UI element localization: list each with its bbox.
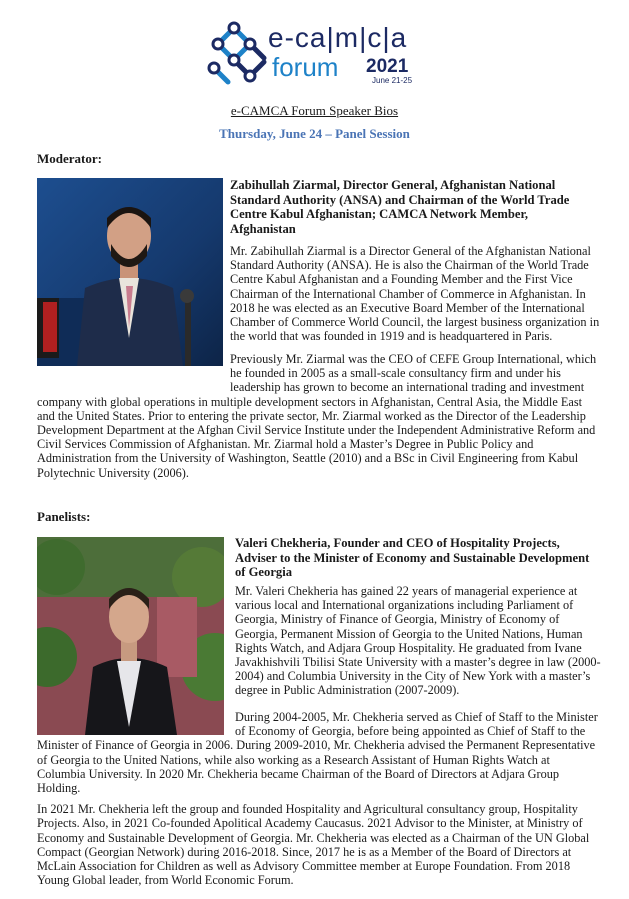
panelist-bio-wrap xyxy=(37,710,600,894)
moderator-bio-paragraph-1: Mr. Zabihullah Ziarmal is a Director General of the Afghanistan National Standard Authority (ANSA). He is also the Chairman of the World Trade Centre Kabul Afghanistan and a Founding Member and the First Vice Chairman of the International Chamber of Commerce in Afghanistan. In 2018 he was elected as an Executive Board Member of the International Chamber of Commerce World Council, the largest business organization in the world that was founded in 1919 and is headquartered in Paris. xyxy=(230,244,600,344)
logo-forum: forum xyxy=(272,52,339,82)
network-nodes-icon xyxy=(206,8,276,88)
panelist-photo xyxy=(37,537,224,735)
moderator-photo xyxy=(37,178,223,366)
logo-dates: June 21-25 xyxy=(372,76,413,85)
moderator-label: Moderator: xyxy=(37,151,102,166)
event-logo xyxy=(206,8,432,88)
document-title: e-CAMCA Forum Speaker Bios xyxy=(230,103,399,118)
panelist-name: Valeri Chekheria, Founder and CEO of Hospitality Projects, Adviser to the Minister of Economy and Sustainable Development of Georgia xyxy=(235,536,590,580)
moderator-bio-wrap xyxy=(37,352,600,487)
logo-year: 2021 xyxy=(366,56,409,77)
moderator-bio-paragraph-2: Previously Mr. Ziarmal was the CEO of CEFE Group International, which he founded in 2005 as a small-scale consultancy firm and under his leadership has grown to become an international trading and investment company with global operations in multiple development sectors in Afghanistan, Central Asia, the Middle East and the United States. Prior to entering the private sector, Mr. Ziarmal worked as the Director of the Leadership Development Department at the Afghan Civil Service Institute under the Independent Administrative Reform and Civil Services Commission of Afghanistan. Mr. Ziarmal hold a Master’s Degree in Public Policy and Administration from the University of Washington, Seattle (2010) and a BSc in Civil Engineering from Kabul Polytechnic University (2006). xyxy=(37,352,597,480)
session-subtitle: Thursday, June 24 – Panel Session xyxy=(219,126,410,141)
panelist-bio-paragraph-1: Mr. Valeri Chekheria has gained 22 years of managerial experience at various local and International organizations including Parliament of Georgia, Ministry of Finance of Georgia, Ministry of Economy of Georgia, Permanent Mission of Georgia to the United Nations, Human Rights Watch, and Adjara Group Hospitality. He graduated from Ivane Javakhishvili Tbilisi State University with a master’s degree in law (2000-2004) and Columbia University in the City of New York with a master’s degree in Public Administration (2007-2009). xyxy=(235,584,601,698)
moderator-name: Zabihullah Ziarmal, Director General, Afghanistan National Standard Authority (ANSA) and Chairman of the World Trade Centre Kabul Afghanistan; CAMCA Network Member, Afghanistan xyxy=(230,178,570,236)
logo-brand: e-ca|m|c|a xyxy=(268,22,408,53)
panelist-bio-paragraph-2: During 2004-2005, Mr. Chekheria served as Chief of Staff to the Minister of Economy of Georgia, before being appointed as Chief of Staff to the Minister of Finance of Georgia in 2006. During 2009-2010, Mr. Chekheria advised the Permanent Representative of Georgia to the United Nations, while also working as a Research Assistant of Human Rights Watch at Columbia University. In 2020 Mr. Chekheria became Chairman of the Board of Directors at Adjara Group Holding. xyxy=(37,710,598,796)
panelists-label: Panelists: xyxy=(37,509,91,524)
panelist-bio-paragraph-3: In 2021 Mr. Chekheria left the group and founded Hospitality and Agricultural consultancy group, Hospitality Projects. Also, in 2021 Co-founded Apolitical Academy Caucasus. 2021 Advisor to the Minister, at Ministry of Economy and Sustainable Development of Georgia. Mr. Chekheria was elected as a Chairman of the UN Global Compact (Georgian Network) during 2016-2018. Since, 2017 he is as a Member of the Board of Directors at McLain Association for Children as well as Advisory Committee member at Europe Foundation. From 2018 Young Global leader, from World Economic Forum. xyxy=(37,802,590,888)
